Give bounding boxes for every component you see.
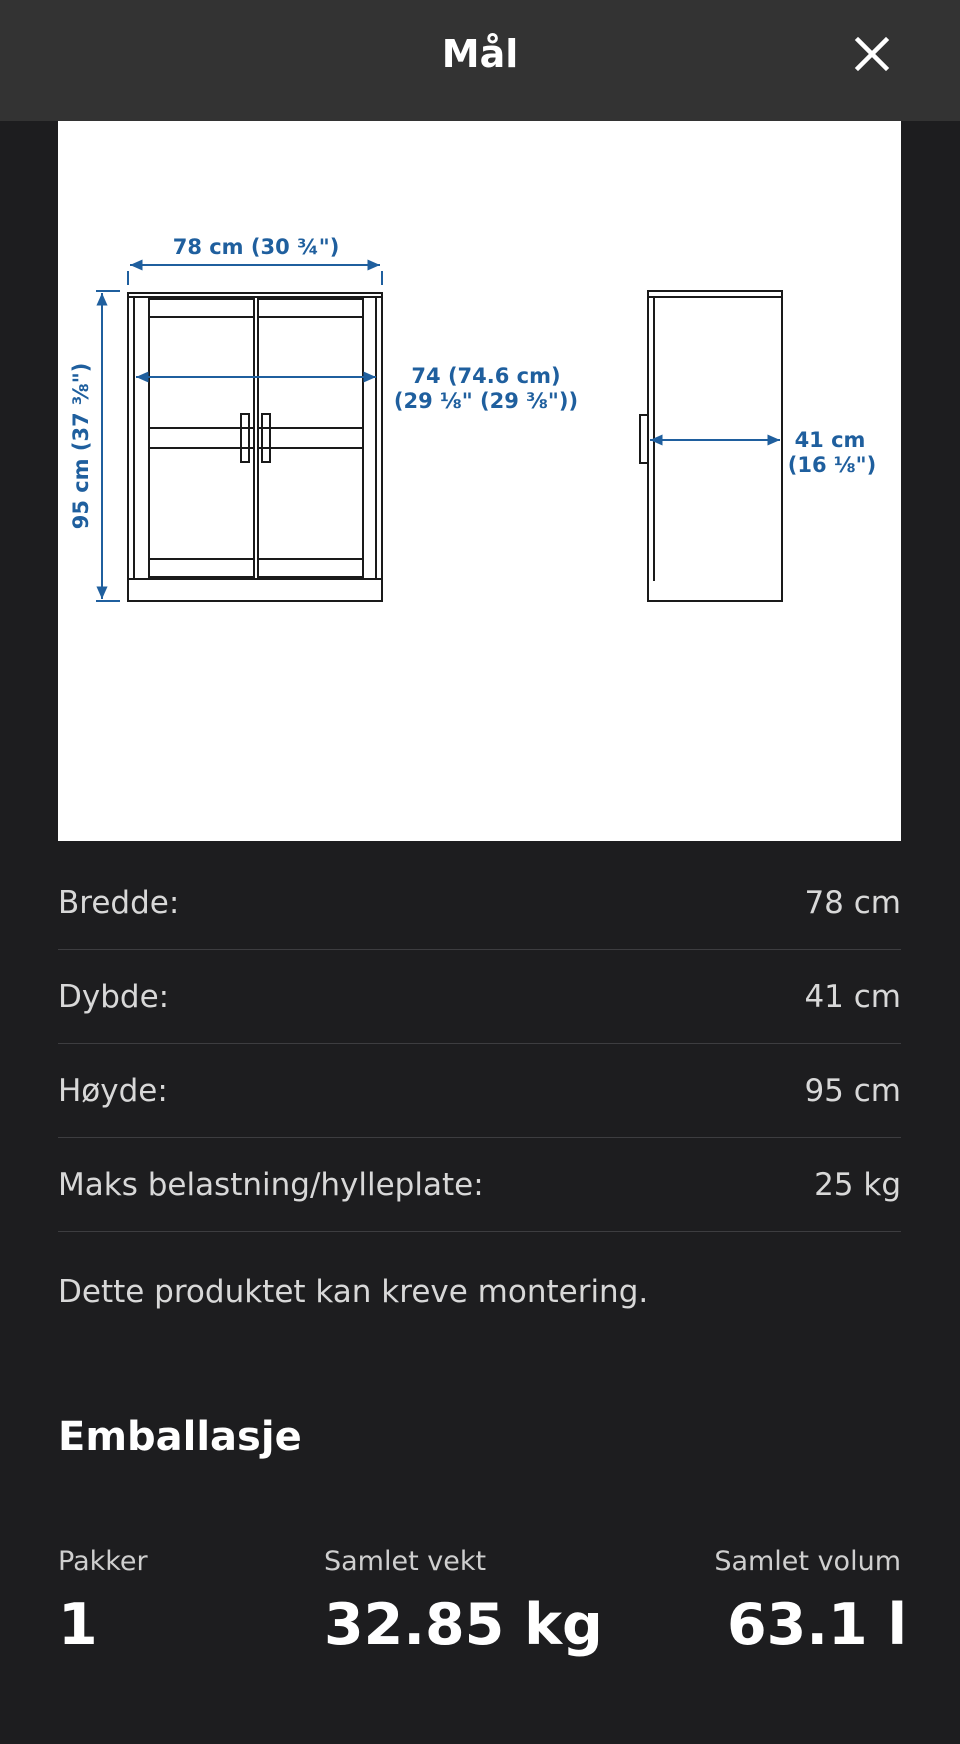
dimension-label: Dybde:: [58, 978, 170, 1015]
dimension-row-depth: [58, 950, 901, 1044]
dimension-lines: [96, 265, 780, 601]
product-dimension-illustration: [58, 121, 901, 841]
dimension-value: 78 cm: [804, 884, 901, 921]
depth-dimension-label-line1: 41 cm: [794, 428, 866, 452]
packaging-title: Emballasje: [58, 1414, 302, 1460]
dimension-row-width: [58, 856, 901, 950]
cabinet-front-view: [128, 293, 382, 601]
dimension-value: 25 kg: [814, 1166, 901, 1203]
cabinet-side-view: [640, 291, 782, 601]
dimension-list: [58, 856, 901, 1232]
height-dimension-label: 95 cm (37 ⅜"): [69, 362, 93, 530]
dimension-label: Høyde:: [58, 1072, 168, 1109]
inner-width-label-line2: (29 ⅛" (29 ⅜")): [393, 389, 579, 413]
page-title: Mål: [441, 32, 519, 76]
total-volume-value: 63.1 l: [727, 1592, 908, 1658]
packages-label: Pakker: [58, 1546, 148, 1577]
dimension-label: Maks belastning/hylleplate:: [58, 1166, 484, 1203]
header: [0, 0, 960, 121]
dimension-row-max-load: [58, 1138, 901, 1232]
total-weight-value: 32.85 kg: [324, 1592, 603, 1658]
assembly-note: Dette produktet kan kreve montering.: [58, 1274, 649, 1310]
dimension-value: 41 cm: [804, 978, 901, 1015]
inner-width-label-line1: 74 (74.6 cm): [411, 364, 561, 388]
depth-dimension-label-line2: (16 ⅛"): [787, 453, 877, 477]
total-volume-label: Samlet volum: [714, 1546, 901, 1577]
close-icon: [844, 26, 900, 82]
dimension-row-height: [58, 1044, 901, 1138]
dimension-value: 95 cm: [804, 1072, 901, 1109]
close-button[interactable]: [844, 26, 900, 82]
width-dimension-label: 78 cm (30 ¾"): [172, 235, 340, 259]
total-weight-label: Samlet vekt: [324, 1546, 487, 1577]
packages-value: 1: [58, 1592, 98, 1658]
dimension-label: Bredde:: [58, 884, 180, 921]
